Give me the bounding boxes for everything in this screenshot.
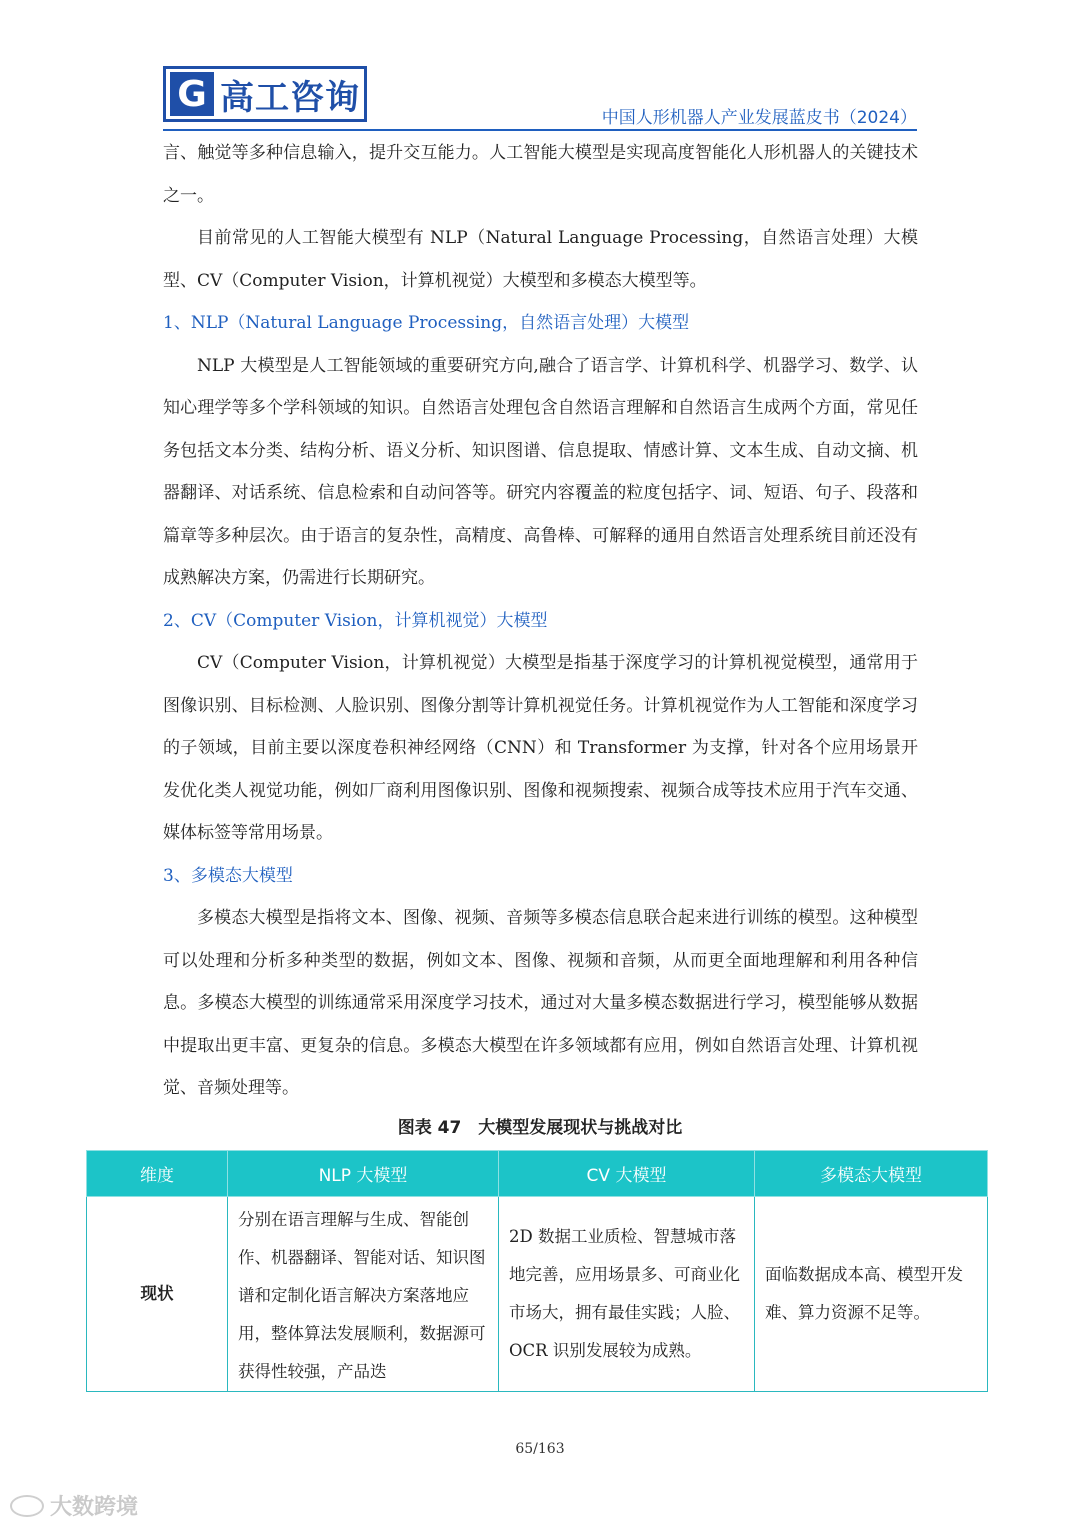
header-nlp: NLP 大模型 <box>228 1151 499 1197</box>
page-body <box>163 132 918 1110</box>
header-divider <box>163 129 917 131</box>
figure-caption: 图表 47 大模型发展现状与挑战对比 <box>397 1118 683 1138</box>
paragraph-cv: CV（Computer Vision，计算机视觉）大模型是指基于深度学习的计算机视觉模型，通常用于图像识别、目标检测、人脸识别、图像分割等计算机视觉任务。计算机视觉作为人工智能和深度学习的子领域，目前主要以深度卷积神经网络（CNN）和 Transformer 为支撑，针对各个应用场景开发优化类人视觉功能，例如厂商利用图像识别、图像和视频搜索、视频合成等技术应用于汽车交通、媒体标签等常用场景。 <box>163 653 918 843</box>
section-heading-nlp: 1、NLP（Natural Language Processing，自然语言处理）大模型 <box>163 313 690 333</box>
table-row <box>87 1197 988 1392</box>
watermark-text: 大数跨境 <box>50 1495 139 1520</box>
comparison-table <box>86 1150 988 1392</box>
paragraph-intro-continued: 言、触觉等多种信息输入，提升交互能力。人工智能大模型是实现高度智能化人形机器人的关键技术之一。 <box>163 143 918 206</box>
table-header-row <box>87 1151 988 1197</box>
logo-text: 高工咨询 <box>220 77 360 118</box>
cell-cv: 2D 数据工业质检、智慧城市落地完善，应用场景多、可商业化市场大，拥有最佳实践；人脸、OCR 识别发展较为成熟。 <box>499 1197 755 1392</box>
report-title: 中国人形机器人产业发展蓝皮书（2024） <box>601 108 917 128</box>
section-heading-cv: 2、CV（Computer Vision，计算机视觉）大模型 <box>163 610 548 631</box>
paragraph-nlp: NLP 大模型是人工智能领域的重要研究方向,融合了语言学、计算机科学、机器学习、数学、认知心理学等多个学科领域的知识。自然语言处理包含自然语言理解和自然语言生成两个方面，常见任务包括文本分类、结构分析、语义分析、知识图谱、信息提取、情感计算、文本生成、自动文摘、机器翻译、对话系统、信息检索和自动问答等。研究内容覆盖的粒度包括字、词、短语、句子、段落和篇章等多种层次。由于语言的复杂性，高精度、高鲁棒、可解释的通用自然语言处理系统目前还没有成熟解决方案，仍需进行长期研究。 <box>163 355 918 588</box>
header-cv: CV 大模型 <box>499 1151 755 1197</box>
header-multimodal: 多模态大模型 <box>755 1151 988 1197</box>
header-dimension: 维度 <box>87 1151 228 1197</box>
cell-dimension: 现状 <box>87 1197 228 1392</box>
section-heading-multimodal: 3、多模态大模型 <box>163 865 293 886</box>
cell-nlp-text: 分别在语言理解与生成、智能创作、机器翻译、智能对话、知识图谱和定制化语言解决方案落地应用，整体算法发展顺利，数据源可获得性较强，产品迭 <box>238 1210 486 1381</box>
logo-letter: G <box>170 72 214 116</box>
page-number: 65/163 <box>515 1441 565 1457</box>
cell-nlp <box>228 1197 499 1392</box>
cell-multimodal: 面临数据成本高、模型开发难、算力资源不足等。 <box>755 1197 988 1392</box>
watermark <box>10 1490 138 1521</box>
company-logo <box>163 66 367 122</box>
paragraph-model-types: 目前常见的人工智能大模型有 NLP（Natural Language Processing，自然语言处理）大模型、CV（Computer Vision，计算机视觉）大模型和多模态大模型等。 <box>163 228 918 291</box>
watermark-logo-icon <box>10 1495 44 1517</box>
paragraph-multimodal: 多模态大模型是指将文本、图像、视频、音频等多模态信息联合起来进行训练的模型。这种模型可以处理和分析多种类型的数据，例如文本、图像、视频和音频，从而更全面地理解和利用各种信息。多模态大模型的训练通常采用深度学习技术，通过对大量多模态数据进行学习，模型能够从数据中提取出更丰富、更复杂的信息。多模态大模型在许多领域都有应用，例如自然语言处理、计算机视觉、音频处理等。 <box>163 908 918 1098</box>
